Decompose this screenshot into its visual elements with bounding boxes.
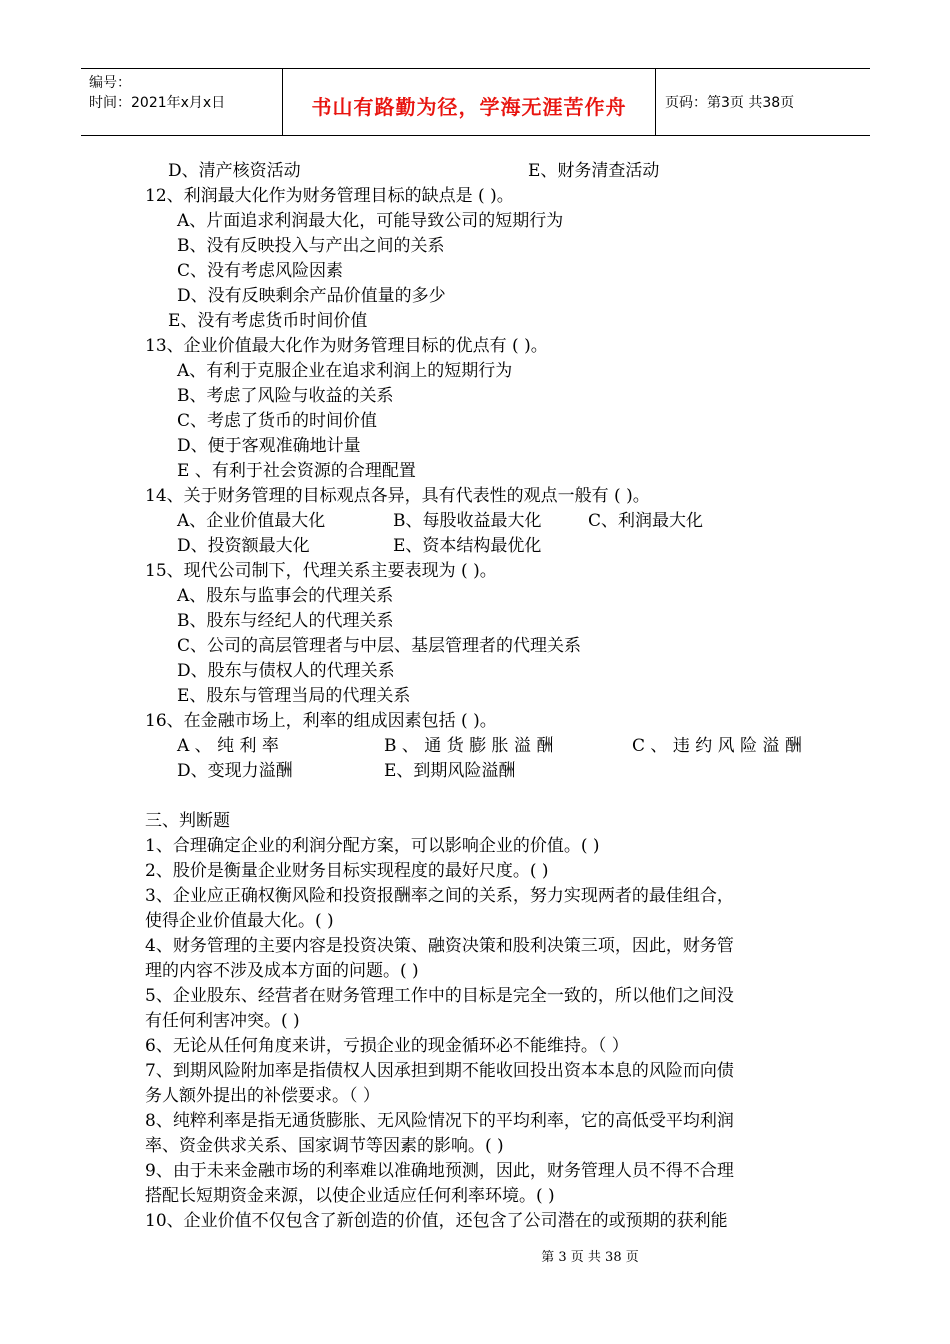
text-line: D、便于客观准确地计量 [177, 436, 361, 456]
text-line: A、股东与监事会的代理关系 [177, 586, 394, 606]
text-line: 搭配长短期资金来源，以使企业适应任何利率环境。( ) [145, 1186, 555, 1206]
text-line: C、考虑了货币的时间价值 [177, 411, 378, 431]
header-meta [89, 73, 225, 113]
text-line: E、没有考虑货币时间价值 [168, 311, 368, 331]
text-line: C 、 违 约 风 险 溢 酬 [632, 736, 802, 756]
page-footer: 第 3 页 共 38 页 [541, 1250, 639, 1265]
text-line: D、清产核资活动 [168, 161, 301, 181]
text-line: B、每股收益最大化 [393, 511, 542, 531]
motto: 书山有路勤为径，学海无涯苦作舟 [311, 95, 627, 119]
text-line: A、有利于克服企业在追求利润上的短期行为 [177, 361, 513, 381]
text-line: E、到期风险溢酬 [384, 761, 516, 781]
text-line: 1、合理确定企业的利润分配方案，可以影响企业的价值。( ) [145, 836, 600, 856]
text-line: 7、到期风险附加率是指债权人因承担到期不能收回投出资本本息的风险而向债 [145, 1061, 734, 1081]
text-line: A、片面追求利润最大化，可能导致公司的短期行为 [177, 211, 564, 231]
text-line: 使得企业价值最大化。( ) [145, 911, 334, 931]
time-label: 时间：2021年x月x日 [89, 95, 226, 111]
text-line: E、财务清查活动 [528, 161, 660, 181]
text-line: D、变现力溢酬 [177, 761, 293, 781]
page-label: 页码：第3页 共38页 [665, 95, 795, 111]
text-line: 13、企业价值最大化作为财务管理目标的优点有 ( )。 [145, 336, 548, 356]
text-line: 16、在金融市场上，利率的组成因素包括 ( )。 [145, 711, 497, 731]
text-line: 5、企业股东、经营者在财务管理工作中的目标是完全一致的，所以他们之间没 [145, 986, 734, 1006]
text-line: 10、企业价值不仅包含了新创造的价值，还包含了公司潜在的或预期的获利能 [145, 1211, 728, 1231]
text-line: 6、无论从任何角度来讲，亏损企业的现金循环必不能维持。（ ） [145, 1036, 629, 1056]
text-line: 2、股价是衡量企业财务目标实现程度的最好尺度。( ) [145, 861, 549, 881]
text-line: A 、 纯 利 率 [177, 736, 279, 756]
text-line: 务人额外提出的补偿要求。（ ） [145, 1086, 380, 1106]
text-line: 理的内容不涉及成本方面的问题。( ) [145, 961, 419, 981]
text-line: 12、利润最大化作为财务管理目标的缺点是 ( )。 [145, 186, 514, 206]
number-label: 编号： [89, 75, 131, 91]
text-line: E、资本结构最优化 [393, 536, 542, 556]
text-line: 14、关于财务管理的目标观点各异，具有代表性的观点一般有 ( )。 [145, 486, 650, 506]
text-line: D、投资额最大化 [177, 536, 310, 556]
header-table [81, 68, 870, 136]
text-line: B、考虑了风险与收益的关系 [177, 386, 394, 406]
text-line: 4、财务管理的主要内容是投资决策、融资决策和股利决策三项，因此，财务管 [145, 936, 734, 956]
text-line: D、没有反映剩余产品价值量的多少 [177, 286, 446, 306]
text-line: B、没有反映投入与产出之间的关系 [177, 236, 445, 256]
text-line: 率、资金供求关系、国家调节等因素的影响。( ) [145, 1136, 504, 1156]
text-line: E 、有利于社会资源的合理配置 [177, 461, 416, 481]
text-line: D、股东与债权人的代理关系 [177, 661, 395, 681]
text-line: 有任何利害冲突。( ) [145, 1011, 300, 1031]
text-line: B、股东与经纪人的代理关系 [177, 611, 394, 631]
text-line: 8、纯粹利率是指无通货膨胀、无风险情况下的平均利率，它的高低受平均利润 [145, 1111, 734, 1131]
text-line: C、公司的高层管理者与中层、基层管理者的代理关系 [177, 636, 582, 656]
text-line: A、企业价值最大化 [177, 511, 326, 531]
text-line: C、没有考虑风险因素 [177, 261, 344, 281]
text-line: 9、由于未来金融市场的利率难以准确地预测，因此，财务管理人员不得不合理 [145, 1161, 734, 1181]
text-line: 3、企业应正确权衡风险和投资报酬率之间的关系，努力实现两者的最佳组合， [145, 886, 734, 906]
header-divider [655, 69, 656, 135]
text-line: 三、判断题 [145, 811, 230, 831]
text-line: C、利润最大化 [588, 511, 704, 531]
text-line: 15、现代公司制下，代理关系主要表现为 ( )。 [145, 561, 497, 581]
text-line: E、股东与管理当局的代理关系 [177, 686, 411, 706]
text-line: B 、 通 货 膨 胀 溢 酬 [384, 736, 554, 756]
